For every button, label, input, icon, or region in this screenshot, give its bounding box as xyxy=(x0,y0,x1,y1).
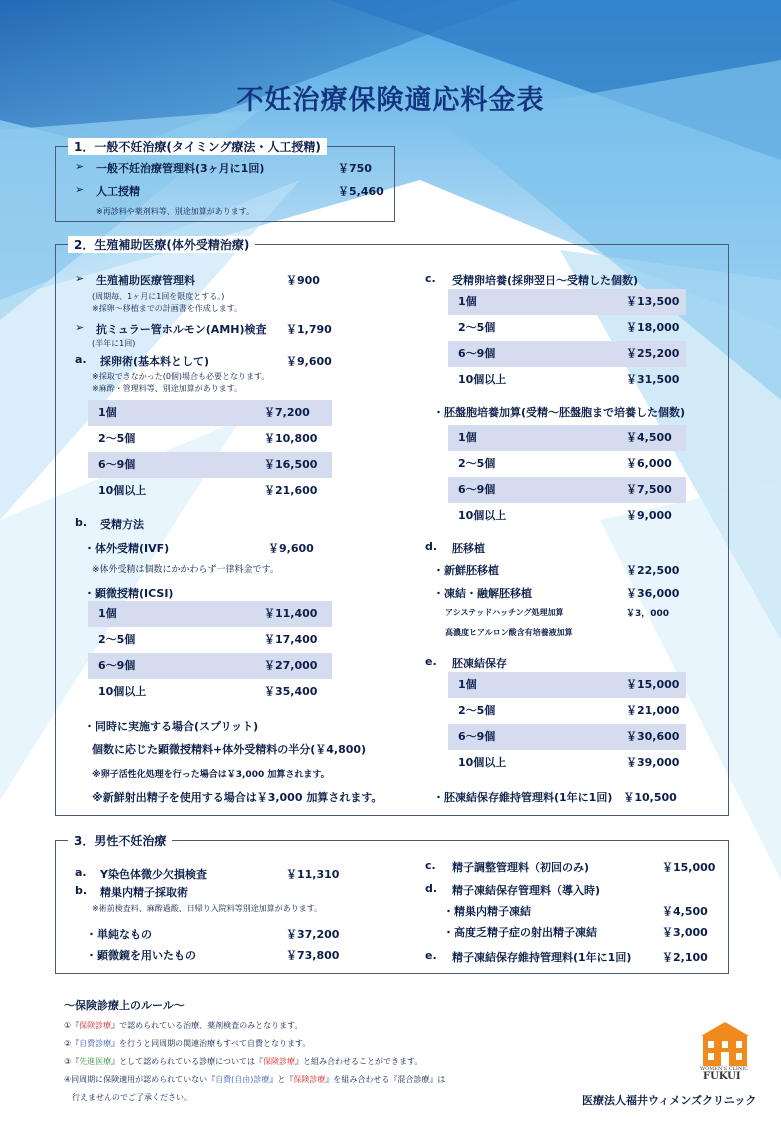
sec1-item-label: 一般不妊治療管理料(3ヶ月に1回) xyxy=(96,162,265,175)
table-row: 1個 ￥7,200 xyxy=(88,400,332,426)
table-row: 10個以上 ￥21,600 xyxy=(98,484,318,497)
table-row: 6～9個 ￥7,500 xyxy=(448,477,686,503)
s3e-price: ￥2,100 xyxy=(662,951,708,964)
egg-retrieval-table xyxy=(88,400,332,504)
split-line: 個数に応じた顕微授精料+体外受精料の半分(￥4,800) xyxy=(92,743,367,756)
blast-label: ・胚盤胞培養加算(受精～胚盤胞まで培養した個数) xyxy=(433,406,686,419)
rule-2: ②『自費診療』を行うと同周期の関連治療もすべて自費となります。 xyxy=(64,1039,311,1048)
s3e-label: 精子凍結保存維持管理料(1年に1回) xyxy=(452,951,632,964)
simple-label: ・単純なもの xyxy=(86,928,152,941)
table-row: 1個 ￥13,500 xyxy=(448,289,686,315)
culture-table xyxy=(448,289,686,393)
table-row: 1個 ￥11,400 xyxy=(88,601,332,627)
table-row: 2～5個 ￥10,800 xyxy=(98,432,318,445)
page-title: 不妊治療保険適応料金表 xyxy=(236,85,545,116)
fresh-label: ・新鮮胚移植 xyxy=(433,564,499,577)
maint-label: ・胚凍結保存維持管理料(1年に1回) ￥10,500 xyxy=(433,791,677,804)
sec1-note: ※再診料や薬剤料等、別途加算があります。 xyxy=(96,207,255,216)
table-row: 6～9個 ￥30,600 xyxy=(448,724,686,750)
table-row: 10個以上 ￥31,500 xyxy=(458,373,680,386)
clinic-logo-icon xyxy=(699,1020,751,1066)
simple-price: ￥37,200 xyxy=(286,928,340,941)
section3-heading: 3．男性不妊治療 xyxy=(68,832,172,849)
ah-price: ￥3，000 xyxy=(626,609,670,619)
a-price: ￥9,600 xyxy=(286,355,332,368)
split-note: ※新鮮射出精子を使用する場合は￥3,000 加算されます。 xyxy=(92,791,383,804)
table-row: 2～5個 ￥18,000 xyxy=(458,321,680,334)
testis-label: ・精巣内精子凍結 xyxy=(443,905,531,918)
s3a-label: Y染色体微少欠損検査 xyxy=(100,868,207,881)
table-row: 2～5個 ￥21,000 xyxy=(458,704,680,717)
table-row: 6～9個 ￥27,000 xyxy=(88,653,332,679)
mgmt-label: 生殖補助医療管理料 xyxy=(96,274,195,287)
s3a-price: ￥11,310 xyxy=(286,868,340,881)
section1-heading: 1．一般不妊治療(タイミング療法・人工授精) xyxy=(68,138,327,155)
s3d-label: 精子凍結保存管理料（導入時) xyxy=(452,884,601,897)
c-label: 受精卵培養(採卵翌日～受精した個数) xyxy=(452,274,639,287)
rules-heading: ～保険診療上のルール～ xyxy=(64,999,185,1012)
d-label: 胚移植 xyxy=(452,542,485,555)
sec1-item-label: 人工授精 xyxy=(96,185,140,198)
s3d-letter: d. xyxy=(425,882,438,895)
e-letter: e. xyxy=(425,655,437,668)
s3c-letter: c. xyxy=(425,859,436,872)
clinic-name: 医療法人福井ウィメンズクリニック xyxy=(582,1094,757,1107)
split-label: ・同時に実施する場合(スプリット) xyxy=(84,720,259,733)
fresh-price: ￥22,500 xyxy=(626,564,680,577)
table-row: 2～5個 ￥6,000 xyxy=(458,457,672,470)
testis-price: ￥4,500 xyxy=(662,905,708,918)
mgmt-price: ￥900 xyxy=(286,274,320,287)
rule-3: ③『先進医療』として認められている診療については『保険診療』と組み合わせることができます。 xyxy=(64,1057,423,1066)
arrow-icon: ➢ xyxy=(75,160,85,173)
a-note: ※採取できなかった(0個)場合も必要となります。 xyxy=(92,372,270,381)
s3b-letter: b. xyxy=(75,884,88,897)
micro-price: ￥73,800 xyxy=(286,949,340,962)
severe-label: ・高度乏精子症の射出精子凍結 xyxy=(443,926,597,939)
c-letter: c. xyxy=(425,272,436,285)
s3c-label: 精子調整管理料（初回のみ) xyxy=(452,861,590,874)
s3b-note: ※術前検査料、麻酔過酸、日帰り入院料等別途加算があります。 xyxy=(92,904,323,913)
amh-price: ￥1,790 xyxy=(286,323,332,336)
a-note: ※麻酔・管理料等、別途加算があります。 xyxy=(92,384,243,393)
frozen-price: ￥36,000 xyxy=(626,587,680,600)
s3e-letter: e. xyxy=(425,949,437,962)
split-note: ※卵子活性化処理を行った場合は￥3,000 加算されます。 xyxy=(92,770,330,780)
ah-label: アシステッドハッチング処理加算 xyxy=(445,608,564,617)
icsi-label: ・顕微授精(ICSI) xyxy=(84,587,174,600)
ivf-price: ￥9,600 xyxy=(268,542,314,555)
a-label: 採卵術(基本料として) xyxy=(100,355,210,368)
s3c-price: ￥15,000 xyxy=(662,861,716,874)
table-row: 6～9個 ￥16,500 xyxy=(88,452,332,478)
freeze-table xyxy=(448,672,686,776)
sec1-item-price: ￥750 xyxy=(338,162,372,175)
ha-label: 高濃度ヒアルロン酸含有培養液加算 xyxy=(445,628,573,637)
a-letter: a. xyxy=(75,353,87,366)
table-row: 10個以上 ￥39,000 xyxy=(458,756,680,769)
table-row: 10個以上 ￥35,400 xyxy=(98,685,318,698)
section2-heading: 2．生殖補助医療(体外受精治療) xyxy=(68,236,255,253)
b-letter: b. xyxy=(75,516,88,529)
mgmt-note: (周期毎、1ヶ月に1回を限度とする。) xyxy=(92,292,225,301)
s3a-letter: a. xyxy=(75,866,87,879)
table-row: 1個 ￥15,000 xyxy=(448,672,686,698)
logo-subtitle: WOMEN'S CLINIC xyxy=(700,1066,749,1072)
arrow-icon: ➢ xyxy=(75,321,85,334)
ivf-label: ・体外受精(IVF) xyxy=(84,542,170,555)
amh-label: 抗ミュラー管ホルモン(AMH)検査 xyxy=(96,323,267,336)
e-label: 胚凍結保存 xyxy=(452,657,507,670)
table-row: 10個以上 ￥9,000 xyxy=(458,509,672,522)
ivf-note: ※体外受精は個数にかかわらず一律料金です。 xyxy=(92,565,279,575)
b-label: 受精方法 xyxy=(100,518,144,531)
mgmt-note: ※採卵～移植までの計画書を作成します。 xyxy=(92,304,243,313)
rule-1: ①『保険診療』で認められている治療、薬剤検査のみとなります。 xyxy=(64,1021,303,1030)
sec1-item-price: ￥5,460 xyxy=(338,185,384,198)
rule-4-cont: 行えませんのでご了承ください。 xyxy=(72,1093,192,1102)
icsi-table xyxy=(88,601,332,705)
arrow-icon: ➢ xyxy=(75,183,85,196)
rule-4: ④同周期に保険適用が認められていない『自費(自由)診療』と『保険診療』を組み合わせる『混合診療』は xyxy=(64,1075,446,1084)
logo-name: FUKUI xyxy=(703,1071,741,1082)
blastocyst-table xyxy=(448,425,686,529)
d-letter: d. xyxy=(425,540,438,553)
table-row: 2～5個 ￥17,400 xyxy=(98,633,318,646)
arrow-icon: ➢ xyxy=(75,272,85,285)
table-row: 1個 ￥4,500 xyxy=(448,425,686,451)
severe-price: ￥3,000 xyxy=(662,926,708,939)
amh-note: (半年に1回) xyxy=(92,339,136,348)
table-row: 6～9個 ￥25,200 xyxy=(448,341,686,367)
frozen-label: ・凍結・融解胚移植 xyxy=(433,587,532,600)
micro-label: ・顕微鏡を用いたもの xyxy=(86,949,196,962)
s3b-label: 精巣内精子採取術 xyxy=(100,886,188,899)
